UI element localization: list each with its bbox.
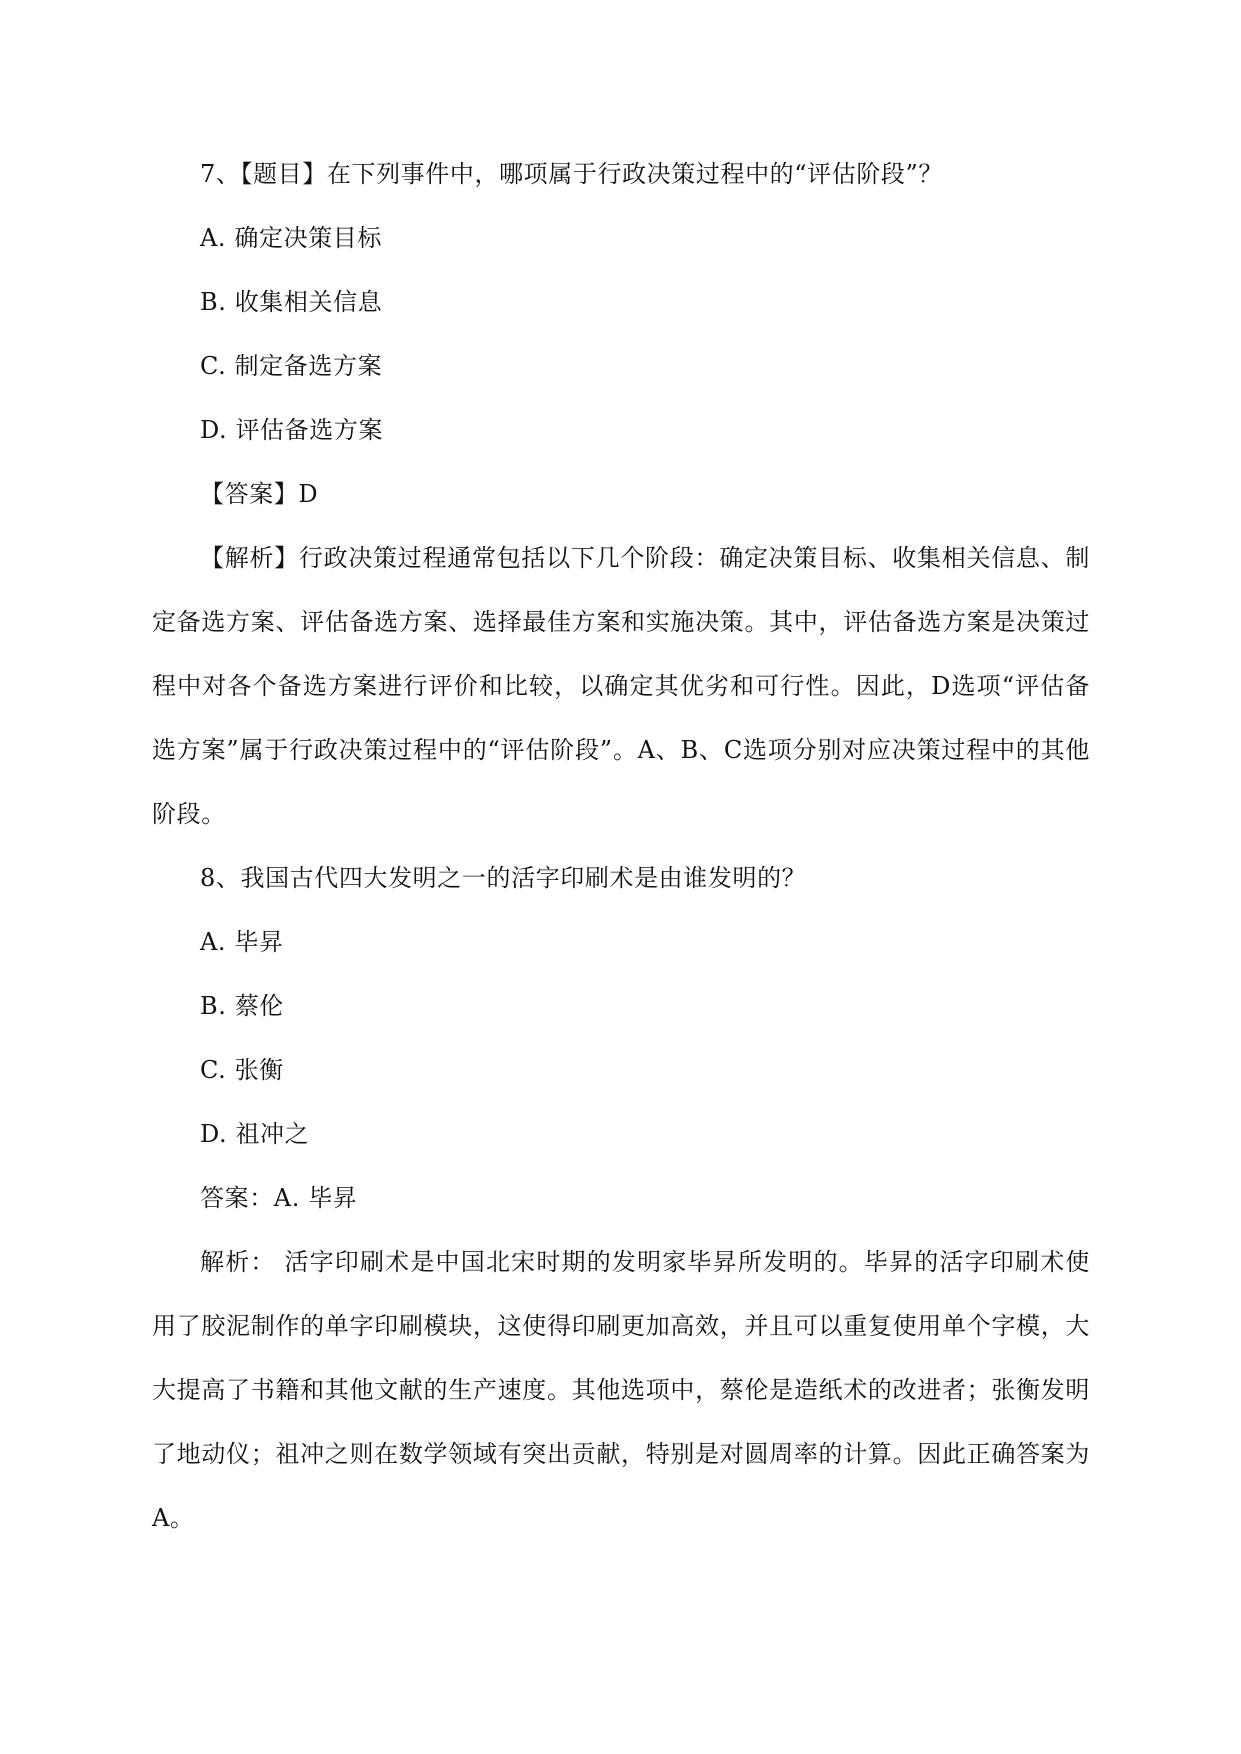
question-7-stem: 7、【题目】在下列事件中，哪项属于行政决策过程中的“评估阶段”？ [200, 160, 944, 188]
question-7-option-c: C. 制定备选方案 [200, 352, 383, 380]
question-8-answer: 答案：A. 毕昇 [200, 1184, 358, 1212]
question-7-option-a: A. 确定决策目标 [200, 224, 382, 252]
question-7-analysis: 【解析】行政决策过程通常包括以下几个阶段：确定决策目标、收集相关信息、制定备选方案、评估备选方案、选择最佳方案和实施决策。其中，评估备选方案是决策过程中对各个备选方案进行评价和比较，以确定其优劣和可行性。因此，D选项“评估备选方案”属于行政决策过程中的“评估阶段”。A、B、C选项分别对应决策过程中的其他阶段。 [152, 544, 1090, 828]
question-8-analysis: 解析： 活字印刷术是中国北宋时期的发明家毕昇所发明的。毕昇的活字印刷术使用了胶泥制作的单字印刷模块，这使得印刷更加高效，并且可以重复使用单个字模，大大提高了书籍和其他文献的生产速度。其他选项中，蔡伦是造纸术的改进者；张衡发明了地动仪；祖冲之则在数学领域有突出贡献，特别是对圆周率的计算。因此正确答案为A。 [152, 1248, 1090, 1532]
document-body [152, 142, 1090, 1550]
question-7-option-b: B. 收集相关信息 [200, 288, 383, 316]
question-8-option-d: D. 祖冲之 [200, 1120, 310, 1148]
question-7-option-d: D. 评估备选方案 [200, 416, 384, 444]
question-8-option-a: A. 毕昇 [200, 928, 284, 956]
question-8-stem: 8、我国古代四大发明之一的活字印刷术是由谁发明的？ [200, 864, 807, 892]
question-7-answer: 【答案】D [200, 480, 319, 508]
question-8-option-c: C. 张衡 [200, 1056, 284, 1084]
question-8-option-b: B. 蔡伦 [200, 992, 284, 1020]
